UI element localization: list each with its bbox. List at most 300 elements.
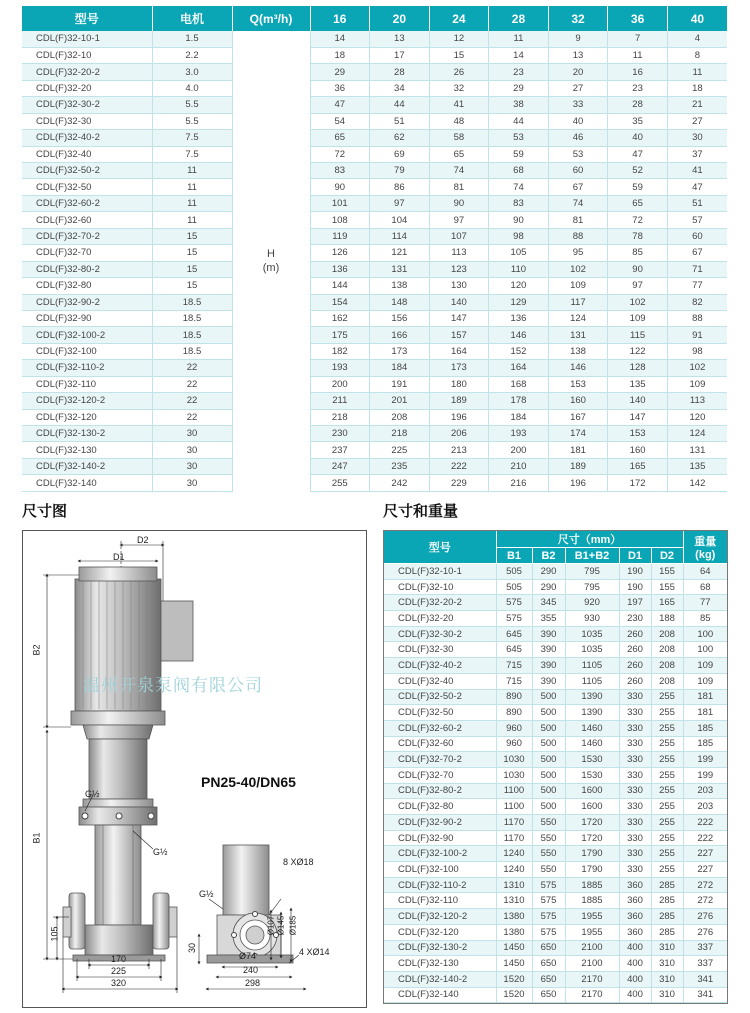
head-value-cell: 40 (608, 130, 668, 146)
head-value-cell: 242 (370, 475, 430, 491)
head-value-cell: 27 (548, 80, 608, 96)
dimension-cell: 310 (651, 940, 683, 956)
dimension-cell: 285 (651, 877, 683, 893)
dims-size-header: 尺寸（mm） (496, 531, 683, 548)
model-cell: CDL(F)32-130-2 (384, 940, 496, 956)
head-value-cell: 60 (667, 228, 727, 244)
dimension-cell: 255 (651, 846, 683, 862)
dimension-cell: 109 (683, 673, 727, 689)
dimension-cell: 208 (651, 642, 683, 658)
table-row (384, 579, 727, 595)
motor-cell: 18.5 (152, 327, 232, 343)
model-cell: CDL(F)32-40-2 (22, 130, 152, 146)
head-value-cell: 172 (608, 475, 668, 491)
head-value-cell: 225 (370, 442, 430, 458)
dimension-cell: 645 (496, 642, 532, 658)
head-value-cell: 74 (429, 163, 489, 179)
dimension-cell: 1035 (565, 642, 619, 658)
dimension-cell: 715 (496, 658, 532, 674)
dimension-cell: 330 (619, 799, 651, 815)
dimension-cell: 255 (651, 830, 683, 846)
dimension-cell: 272 (683, 893, 727, 909)
head-value-cell: 110 (489, 261, 549, 277)
model-cell: CDL(F)32-10 (384, 579, 496, 595)
head-value-cell: 136 (310, 261, 370, 277)
motor-cell: 22 (152, 409, 232, 425)
head-value-cell: 255 (310, 475, 370, 491)
head-value-cell: 83 (489, 195, 549, 211)
label-g-half-b: G½ (153, 847, 168, 857)
head-value-cell: 98 (489, 228, 549, 244)
model-cell: CDL(F)32-70 (384, 767, 496, 783)
dimension-cell: 1390 (565, 689, 619, 705)
dimension-cell: 1520 (496, 971, 532, 987)
label-240: 240 (243, 965, 259, 975)
dimension-cell: 550 (532, 846, 565, 862)
dimension-cell: 650 (532, 956, 565, 972)
dimension-cell: 575 (532, 924, 565, 940)
table-row (22, 163, 727, 179)
head-value-cell: 62 (370, 130, 430, 146)
model-cell: CDL(F)32-50-2 (384, 689, 496, 705)
table-row (22, 31, 727, 47)
head-value-cell: 148 (370, 294, 430, 310)
head-value-cell: 97 (370, 195, 430, 211)
watermark: 温州开泉泵阀有限公司 (83, 676, 263, 695)
dimension-cell: 337 (683, 956, 727, 972)
head-value-cell: 14 (310, 31, 370, 47)
dimension-cell: 1390 (565, 705, 619, 721)
model-cell: CDL(F)32-10-1 (22, 31, 152, 47)
head-value-cell: 71 (667, 261, 727, 277)
label-d2: D2 (137, 535, 149, 545)
motor-header: 电机 (152, 6, 232, 31)
dimension-cell: 260 (619, 642, 651, 658)
head-value-cell: 109 (667, 376, 727, 392)
head-value-cell: 147 (608, 409, 668, 425)
head-value-cell: 4 (667, 31, 727, 47)
label-d1: D1 (113, 552, 125, 562)
model-cell: CDL(F)32-80 (22, 278, 152, 294)
head-label: H (267, 248, 275, 261)
table-row (22, 442, 727, 458)
head-value-cell: 164 (489, 360, 549, 376)
model-cell: CDL(F)32-80-2 (384, 783, 496, 799)
head-value-cell: 193 (489, 426, 549, 442)
dimension-cell: 650 (532, 940, 565, 956)
table-row (384, 767, 727, 783)
dimension-cell: 85 (683, 611, 727, 627)
motor-cell: 2.2 (152, 47, 232, 63)
dimension-cell: 255 (651, 705, 683, 721)
dimension-cell: 500 (532, 689, 565, 705)
motor-cell: 5.5 (152, 97, 232, 113)
head-value-cell: 41 (667, 163, 727, 179)
model-cell: CDL(F)32-10 (22, 47, 152, 63)
model-cell: CDL(F)32-90-2 (22, 294, 152, 310)
motor-cell: 22 (152, 393, 232, 409)
model-cell: CDL(F)32-100 (384, 862, 496, 878)
dimension-cell: 360 (619, 909, 651, 925)
table-row (22, 376, 727, 392)
dimension-cell: 260 (619, 673, 651, 689)
head-value-cell: 113 (429, 245, 489, 261)
dimension-cell: 181 (683, 689, 727, 705)
dims-weight-header (683, 531, 727, 564)
dimension-cell: 100 (683, 642, 727, 658)
dims-d2-header: D2 (651, 548, 683, 564)
head-value-cell: 200 (489, 442, 549, 458)
head-value-cell: 8 (667, 47, 727, 63)
dims-title: 尺寸和重量 (383, 503, 459, 520)
dimension-cell: 255 (651, 783, 683, 799)
motor-cell: 11 (152, 195, 232, 211)
dimension-cell: 400 (619, 940, 651, 956)
motor-cell: 30 (152, 442, 232, 458)
table-row (384, 689, 727, 705)
head-value-cell: 77 (667, 278, 727, 294)
head-value-cell: 32 (429, 80, 489, 96)
dimension-cell: 260 (619, 626, 651, 642)
head-value-cell: 51 (370, 113, 430, 129)
model-cell: CDL(F)32-70 (22, 245, 152, 261)
dimension-cell: 77 (683, 595, 727, 611)
dimension-cell: 1450 (496, 956, 532, 972)
dimension-cell: 345 (532, 595, 565, 611)
dimension-cell: 227 (683, 846, 727, 862)
dimension-cell: 1790 (565, 862, 619, 878)
head-value-cell: 57 (667, 212, 727, 228)
head-value-cell: 147 (429, 310, 489, 326)
model-cell: CDL(F)32-100-2 (22, 327, 152, 343)
head-value-cell: 222 (429, 458, 489, 474)
head-value-cell: 184 (489, 409, 549, 425)
dimension-cell: 255 (651, 799, 683, 815)
model-cell: CDL(F)32-140-2 (384, 971, 496, 987)
head-value-cell: 95 (548, 245, 608, 261)
head-value-cell: 28 (608, 97, 668, 113)
head-value-cell: 53 (548, 146, 608, 162)
dimension-cell: 550 (532, 815, 565, 831)
dimension-cell: 1600 (565, 799, 619, 815)
dimension-cell: 197 (619, 595, 651, 611)
head-value-cell: 193 (310, 360, 370, 376)
head-value-cell: 114 (370, 228, 430, 244)
model-cell: CDL(F)32-70-2 (384, 752, 496, 768)
head-value-cell: 196 (548, 475, 608, 491)
table-row (384, 642, 727, 658)
head-value-cell: 138 (370, 278, 430, 294)
head-value-cell: 74 (489, 179, 549, 195)
head-value-cell: 107 (429, 228, 489, 244)
dimension-cell: 390 (532, 658, 565, 674)
head-value-cell: 180 (429, 376, 489, 392)
head-value-cell: 81 (548, 212, 608, 228)
dimension-cell: 188 (651, 611, 683, 627)
table-row (22, 228, 727, 244)
model-cell: CDL(F)32-70-2 (22, 228, 152, 244)
head-value-cell: 142 (667, 475, 727, 491)
head-value-cell: 135 (608, 376, 668, 392)
dimension-cell: 360 (619, 924, 651, 940)
head-value-cell: 72 (310, 146, 370, 162)
head-value-cell: 27 (667, 113, 727, 129)
model-cell: CDL(F)32-60 (22, 212, 152, 228)
flow-20-header: 20 (370, 6, 430, 31)
head-value-cell: 140 (608, 393, 668, 409)
dims-b1-header: B1 (496, 548, 532, 564)
dimension-cell: 360 (619, 877, 651, 893)
table-row (22, 475, 727, 491)
head-value-cell: 44 (489, 113, 549, 129)
head-value-cell: 14 (489, 47, 549, 63)
table-row (22, 278, 727, 294)
head-value-cell: 23 (608, 80, 668, 96)
dimension-cell: 208 (651, 658, 683, 674)
head-value-cell: 78 (608, 228, 668, 244)
head-value-cell: 29 (489, 80, 549, 96)
model-cell: CDL(F)32-90 (384, 830, 496, 846)
head-value-cell: 124 (667, 426, 727, 442)
pn-label: PN25-40/DN65 (201, 774, 296, 790)
dimension-cell: 500 (532, 767, 565, 783)
head-value-cell: 79 (370, 163, 430, 179)
dimension-cell: 330 (619, 736, 651, 752)
dimension-cell: 920 (565, 595, 619, 611)
head-value-cell: 11 (489, 31, 549, 47)
head-value-cell: 7 (608, 31, 668, 47)
dimension-cell: 400 (619, 971, 651, 987)
head-value-cell: 135 (667, 458, 727, 474)
dimension-cell: 330 (619, 767, 651, 783)
table-row (384, 658, 727, 674)
dimension-cell: 1170 (496, 815, 532, 831)
model-cell: CDL(F)32-40 (384, 673, 496, 689)
model-cell: CDL(F)32-130-2 (22, 426, 152, 442)
dimension-cell: 255 (651, 752, 683, 768)
model-cell: CDL(F)32-140 (384, 987, 496, 1003)
head-value-cell: 59 (608, 179, 668, 195)
dimension-cell: 890 (496, 689, 532, 705)
dimension-cell: 1380 (496, 909, 532, 925)
table-row (384, 783, 727, 799)
dims-weight-label: 重量 (694, 536, 717, 548)
head-value-cell: 12 (429, 31, 489, 47)
dimension-cell: 255 (651, 862, 683, 878)
head-value-cell: 173 (370, 343, 430, 359)
motor-cell: 4.0 (152, 80, 232, 96)
head-value-cell: 189 (429, 393, 489, 409)
table-row (22, 64, 727, 80)
model-cell: CDL(F)32-20 (384, 611, 496, 627)
dimension-cell: 185 (683, 736, 727, 752)
motor-cell: 18.5 (152, 294, 232, 310)
model-cell: CDL(F)32-100-2 (384, 846, 496, 862)
head-value-cell: 102 (608, 294, 668, 310)
head-value-cell: 115 (608, 327, 668, 343)
label-b2: B2 (31, 644, 42, 656)
head-value-cell: 105 (489, 245, 549, 261)
dimension-cell: 360 (619, 893, 651, 909)
head-value-cell: 164 (429, 343, 489, 359)
head-value-cell: 126 (310, 245, 370, 261)
head-value-cell: 21 (667, 97, 727, 113)
model-cell: CDL(F)32-30 (384, 642, 496, 658)
head-value-cell: 67 (548, 179, 608, 195)
head-value-cell: 36 (310, 80, 370, 96)
dimension-cell: 68 (683, 579, 727, 595)
label-107: Ø107 (266, 915, 276, 936)
head-value-cell: 160 (548, 393, 608, 409)
head-value-cell: 13 (548, 47, 608, 63)
table-row (384, 846, 727, 862)
head-value-cell: 68 (489, 163, 549, 179)
dimension-cell: 355 (532, 611, 565, 627)
motor-cell: 22 (152, 360, 232, 376)
head-value-cell: 175 (310, 327, 370, 343)
dimension-cell: 1030 (496, 752, 532, 768)
head-value-cell: 230 (310, 426, 370, 442)
head-value-cell: 165 (608, 458, 668, 474)
performance-header-row (22, 6, 727, 31)
motor-cell: 15 (152, 278, 232, 294)
dimension-cell: 1460 (565, 720, 619, 736)
head-value-cell: 59 (489, 146, 549, 162)
dimension-cell: 208 (651, 673, 683, 689)
model-cell: CDL(F)32-20-2 (22, 64, 152, 80)
dimension-cell: 795 (565, 579, 619, 595)
dimension-cell: 550 (532, 862, 565, 878)
dimension-cell: 1955 (565, 924, 619, 940)
label-74: Ø74 (239, 951, 257, 961)
dimension-cell: 330 (619, 783, 651, 799)
dimension-cell: 190 (619, 579, 651, 595)
dimension-cell: 1885 (565, 893, 619, 909)
model-cell: CDL(F)32-110 (22, 376, 152, 392)
head-value-cell: 41 (429, 97, 489, 113)
head-value-cell: 74 (548, 195, 608, 211)
head-value-cell: 129 (489, 294, 549, 310)
head-value-cell: 52 (608, 163, 668, 179)
dimension-cell: 400 (619, 987, 651, 1003)
dimension-cell: 500 (532, 783, 565, 799)
table-row (22, 130, 727, 146)
model-cell: CDL(F)32-140 (22, 475, 152, 491)
table-row (22, 245, 727, 261)
model-cell: CDL(F)32-50 (384, 705, 496, 721)
head-value-cell: 81 (429, 179, 489, 195)
dimension-cell: 165 (651, 595, 683, 611)
head-value-cell: 11 (608, 47, 668, 63)
head-value-cell: 146 (489, 327, 549, 343)
dims-b1b2-header: B1+B2 (565, 548, 619, 564)
head-value-cell: 30 (667, 130, 727, 146)
model-cell: CDL(F)32-120-2 (22, 393, 152, 409)
head-value-cell: 34 (370, 80, 430, 96)
dimension-cell: 1100 (496, 783, 532, 799)
dimension-cell: 1530 (565, 752, 619, 768)
head-value-cell: 213 (429, 442, 489, 458)
head-value-cell: 97 (608, 278, 668, 294)
dimension-cell: 290 (532, 564, 565, 580)
drawing-title: 尺寸图 (22, 503, 68, 520)
dimension-cell: 1955 (565, 909, 619, 925)
label-225: 225 (111, 966, 127, 976)
head-value-cell: 9 (548, 31, 608, 47)
dimension-cell: 1790 (565, 846, 619, 862)
dims-body (384, 564, 727, 1003)
dimension-cell: 1720 (565, 830, 619, 846)
dims-model-header: 型号 (384, 531, 496, 564)
dimension-cell: 1530 (565, 767, 619, 783)
head-value-cell: 173 (429, 360, 489, 376)
pump-drawing-svg (23, 531, 367, 1008)
motor-cell: 30 (152, 475, 232, 491)
flow-16-header: 16 (310, 6, 370, 31)
head-value-cell: 90 (608, 261, 668, 277)
dimension-cell: 390 (532, 626, 565, 642)
head-value-cell: 182 (310, 343, 370, 359)
motor-cell: 15 (152, 228, 232, 244)
dimension-cell: 2170 (565, 971, 619, 987)
motor-cell: 1.5 (152, 31, 232, 47)
head-value-cell: 174 (548, 426, 608, 442)
dimension-cell: 199 (683, 752, 727, 768)
motor-cell: 30 (152, 458, 232, 474)
dimension-cell: 227 (683, 862, 727, 878)
dimension-cell: 575 (532, 893, 565, 909)
table-row (22, 327, 727, 343)
dimension-cell: 255 (651, 815, 683, 831)
dimension-cell: 203 (683, 783, 727, 799)
dimension-cell: 650 (532, 971, 565, 987)
dimension-cell: 1170 (496, 830, 532, 846)
head-value-cell: 124 (548, 310, 608, 326)
dimension-cell: 795 (565, 564, 619, 580)
head-value-cell: 122 (608, 343, 668, 359)
head-value-cell: 131 (370, 261, 430, 277)
dimension-cell: 1450 (496, 940, 532, 956)
label-185: Ø185 (288, 915, 298, 936)
head-value-cell: 113 (667, 393, 727, 409)
head-value-cell: 33 (548, 97, 608, 113)
head-value-cell: 131 (548, 327, 608, 343)
table-row (22, 146, 727, 162)
head-value-cell: 196 (429, 409, 489, 425)
dimension-cell: 505 (496, 564, 532, 580)
head-value-cell: 98 (667, 343, 727, 359)
dimension-cell: 390 (532, 673, 565, 689)
head-value-cell: 23 (489, 64, 549, 80)
model-cell: CDL(F)32-60-2 (22, 195, 152, 211)
dimension-cell: 575 (496, 611, 532, 627)
model-cell: CDL(F)32-90 (22, 310, 152, 326)
head-value-cell: 11 (667, 64, 727, 80)
head-value-cell: 51 (667, 195, 727, 211)
dimension-cell: 390 (532, 642, 565, 658)
dimension-cell: 1885 (565, 877, 619, 893)
dimension-cell: 330 (619, 815, 651, 831)
head-value-cell: 86 (370, 179, 430, 195)
head-value-cell: 18 (667, 80, 727, 96)
head-value-cell: 160 (608, 442, 668, 458)
table-row (384, 564, 727, 580)
table-row (22, 179, 727, 195)
head-value-cell: 119 (310, 228, 370, 244)
model-cell: CDL(F)32-50-2 (22, 163, 152, 179)
head-value-cell: 18 (310, 47, 370, 63)
head-value-cell: 218 (310, 409, 370, 425)
